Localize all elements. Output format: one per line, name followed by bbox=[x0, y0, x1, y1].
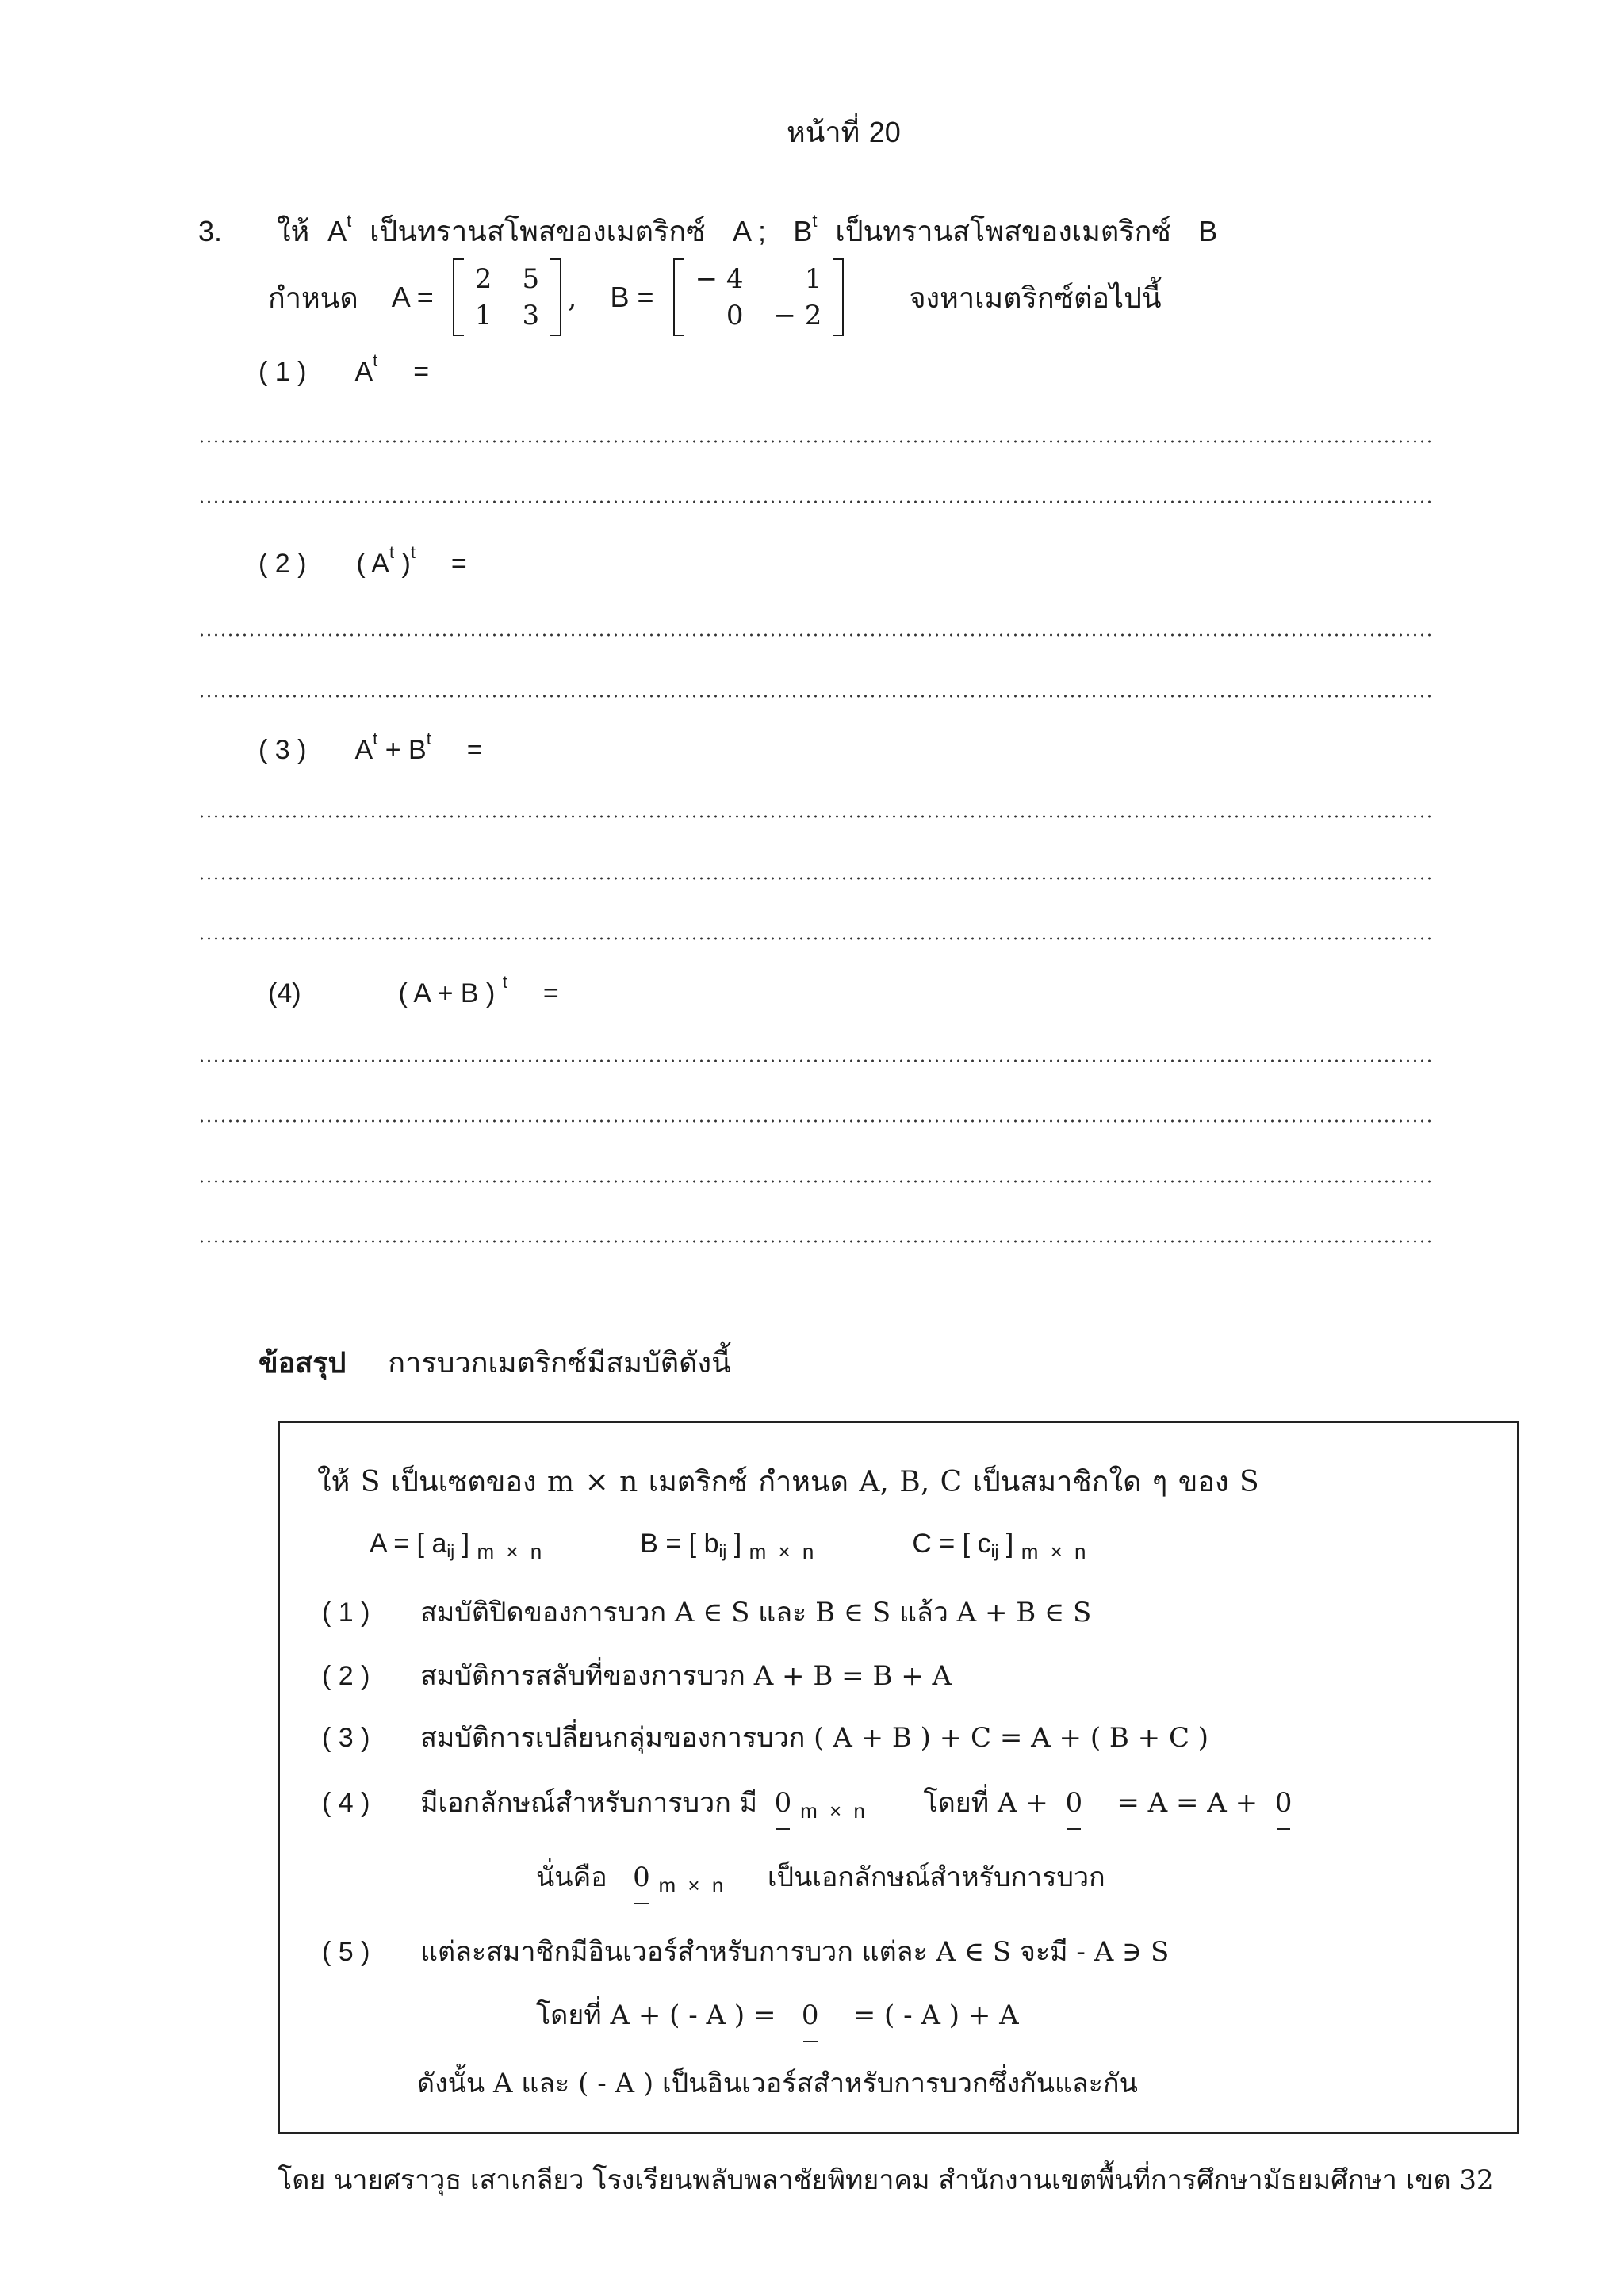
summary-text: การบวกเมตริกซ์มีสมบัติดังนี้ bbox=[388, 1347, 731, 1380]
answer-line bbox=[198, 877, 1435, 880]
def-a: A = [ $a_{ij}$ ] $_{m \times n}$ bbox=[370, 1529, 546, 1563]
def-b: B = [ $b_{ij}$ ] $_{m \times n}$ bbox=[640, 1529, 818, 1563]
matrix-a-cell: 3 bbox=[522, 300, 540, 331]
matrix-b-cell: 0 bbox=[726, 300, 744, 331]
item-3: ( 3 ) $A^t + B^t$ = bbox=[259, 729, 483, 765]
answer-line bbox=[198, 937, 1435, 940]
answer-line bbox=[198, 440, 1435, 443]
answer-line bbox=[198, 1059, 1435, 1062]
item-4: (4) ( A + B ) $^t$ = bbox=[268, 972, 559, 1008]
answer-line bbox=[198, 1180, 1435, 1183]
matrix-a-cell: 2 bbox=[474, 263, 492, 295]
problem-number: 3. bbox=[198, 215, 223, 247]
matrix-a-cell: 5 bbox=[522, 263, 540, 295]
summary bbox=[259, 1340, 731, 1385]
answer-line bbox=[198, 1119, 1435, 1123]
summary-label: ข้อสรุป bbox=[259, 1346, 347, 1380]
answer-line bbox=[198, 500, 1435, 503]
answer-line bbox=[198, 633, 1435, 637]
property-4: ( 4 ) มีเอกลักษณ์สำหรับการบวก มี 0 $_{m \times n}$ โดยที่ A + 0 = A = A + 0 bbox=[322, 1787, 1293, 1823]
property-5: ( 5 ) แต่ละสมาชิกมีอินเวอร์สำหรับการบวก แต่ละ A ∈ S จะมี - A ∋ S bbox=[322, 1936, 1170, 1968]
property-3: ( 3 ) สมบัติการเปลี่ยนกลุ่มของการบวก ( A + B ) + C = A + ( B + C ) bbox=[322, 1722, 1209, 1754]
property-4-note: นั่นคือ 0 $_{m \times n}$ เป็นเอกลักษณ์สำหรับการบวก bbox=[536, 1862, 1105, 1897]
given-matrices: กำหนด A = 2 5 1 3 , B = − 4 1 0 − 2 จงหาเมตริกซ์ต่อไปนี้ bbox=[268, 258, 1162, 336]
zero-matrix: 0 bbox=[801, 1999, 819, 2031]
page-number: 20 bbox=[868, 116, 901, 148]
answer-line bbox=[198, 1240, 1435, 1243]
item-1: ( 1 ) $A^t$ = bbox=[259, 350, 430, 387]
matrix-b-cell: 1 bbox=[804, 263, 822, 295]
property-2: ( 2 ) สมบัติการสลับที่ของการบวก A + B = B + A bbox=[322, 1660, 952, 1692]
zero-matrix: 0 bbox=[1065, 1787, 1083, 1819]
matrix-a bbox=[453, 258, 561, 336]
zero-matrix: 0 bbox=[1274, 1787, 1293, 1819]
property-1: ( 1 ) สมบัติปิดของการบวก A ∈ S และ B ∈ S แล้ว A + B ∈ S bbox=[322, 1597, 1092, 1628]
item-2: ( 2 ) ( $A^t$ )$^t$ = bbox=[259, 542, 467, 579]
problem-intro: 3. ให้ $A^t$ เป็นทรานสโพสของเมตริกซ์ A ; $B^t$ เป็นทรานสโพสของเมตริกซ์ B bbox=[198, 211, 1218, 248]
zero-matrix: 0 bbox=[633, 1862, 650, 1893]
zero-matrix: 0 bbox=[774, 1787, 792, 1819]
page-label: หน้าที่ bbox=[787, 117, 860, 149]
def-c: C = [ $c_{ij}$ ] $_{m \times n}$ bbox=[912, 1529, 1090, 1563]
matrix-b-cell: − 4 bbox=[695, 263, 744, 295]
matrix-b bbox=[673, 258, 845, 336]
matrix-a-cell: 1 bbox=[474, 300, 492, 331]
box-definitions bbox=[370, 1529, 1090, 1563]
answer-line bbox=[198, 695, 1435, 698]
instruction: จงหาเมตริกซ์ต่อไปนี้ bbox=[909, 281, 1162, 315]
matrix-b-cell: − 2 bbox=[773, 300, 822, 331]
given-label: กำหนด bbox=[268, 281, 358, 315]
page-header bbox=[787, 109, 901, 155]
footer: โดย นายศราวุธ เสาเกลียว โรงเรียนพลับพลาชัยพิทยาคม สำนักงานเขตพื้นที่การศึกษามัธยมศึกษา เขต 32 bbox=[278, 2164, 1494, 2196]
box-line-1: ให้ S เป็นเซตของ m × n เมตริกซ์ กำหนด A, B, C เป็นสมาชิกใด ๆ ของ S bbox=[317, 1466, 1259, 1498]
answer-line bbox=[198, 815, 1435, 818]
property-5-conclusion: ดังนั้น A และ ( - A ) เป็นอินเวอร์สสำหรับการบวกซึ่งกันและกัน bbox=[417, 2068, 1138, 2099]
property-5-note: โดยที่ A + ( - A ) = 0 = ( - A ) + A bbox=[536, 1999, 1019, 2031]
